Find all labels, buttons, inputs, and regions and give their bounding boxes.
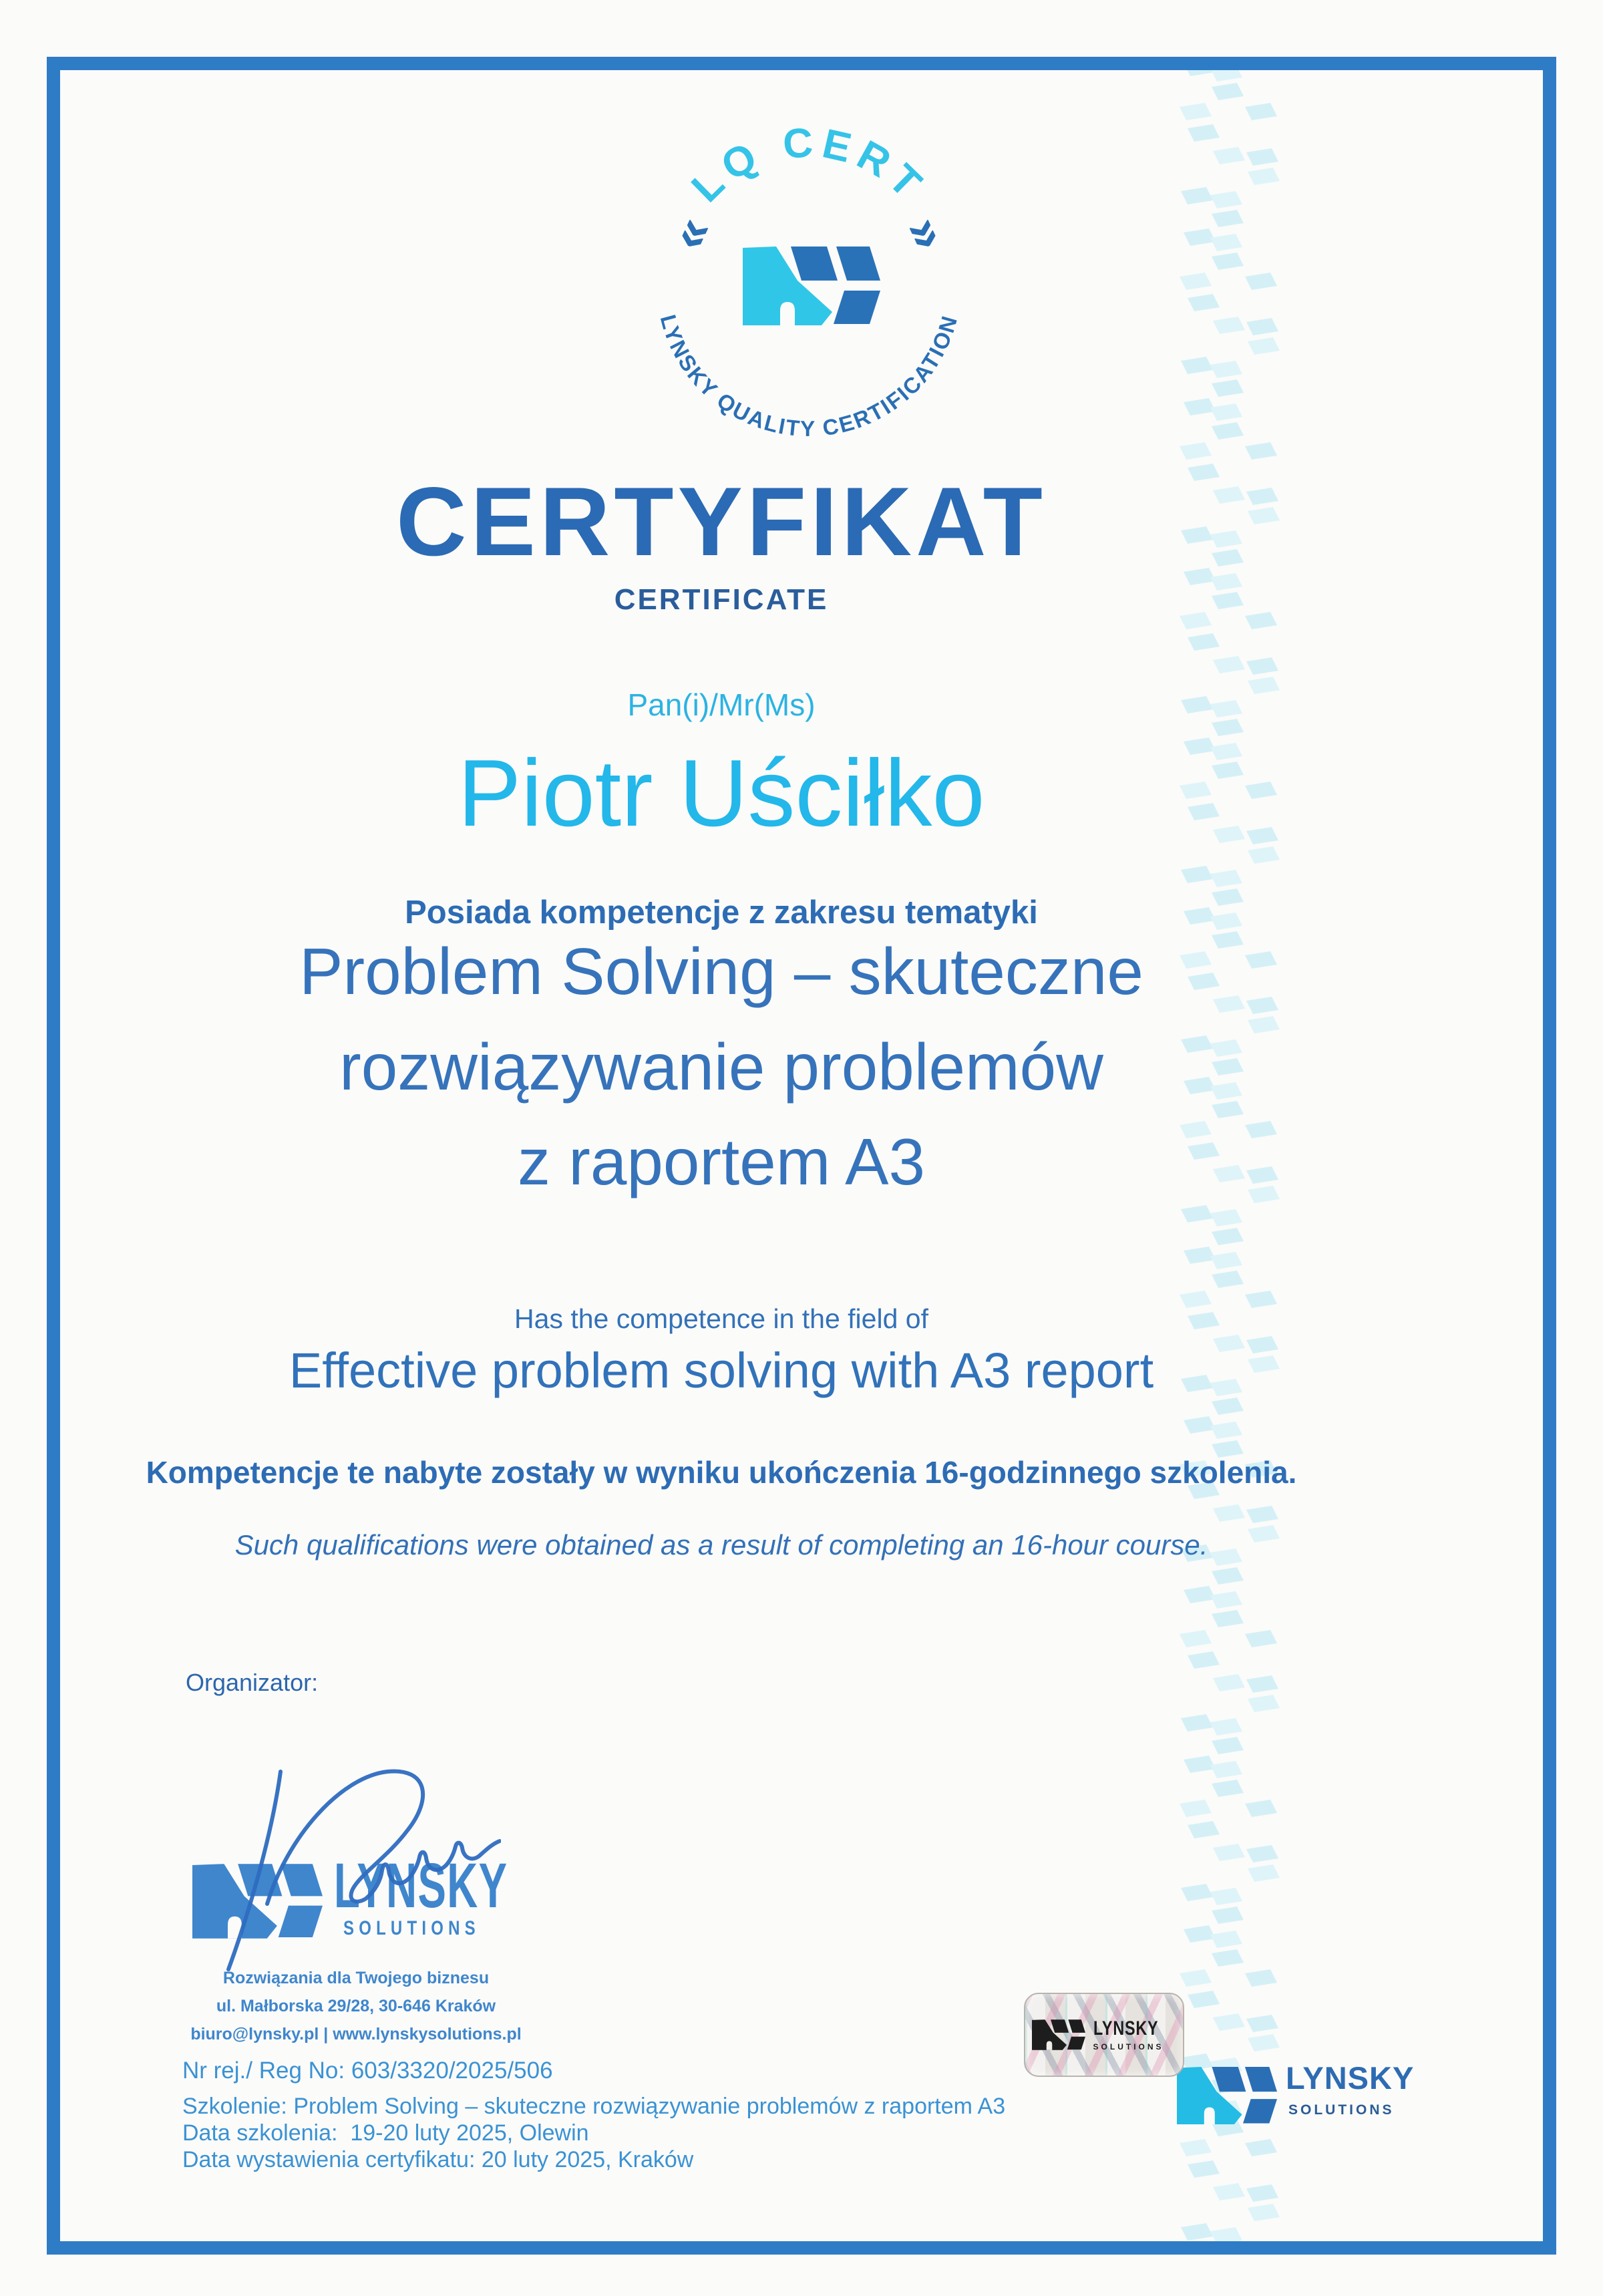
organizer-tagline: Rozwiązania dla Twojego biznesu — [222, 1969, 490, 1987]
hologram-brand: LYNSKY — [1093, 2017, 1158, 2039]
hologram-lynsky-chevron-icon — [1032, 2019, 1085, 2050]
emblem-arc-bottom-text: LYNSKY QUALITY CERTIFICATION — [655, 311, 962, 442]
course-title-pl-line2: rozwiązywanie problemów — [339, 1030, 1103, 1104]
course-title-en: Effective problem solving with A3 report — [289, 1343, 1154, 1398]
hologram-brand-sub: SOLUTIONS — [1093, 2042, 1164, 2052]
emblem-right-guillemet-icon: » — [894, 207, 961, 259]
organizer-street: ul. Małborska 29/28, 30-646 Kraków — [216, 1997, 496, 2015]
training-name: Szkolenie: Problem Solving – skuteczne rozwiązywanie problemów z raportem A3 — [182, 2094, 1006, 2119]
training-date: Data szkolenia: 19-20 luty 2025, Olewin — [182, 2120, 589, 2146]
registration-number: Nr rej./ Reg No: 603/3320/2025/506 — [182, 2058, 553, 2084]
issue-date: Data wystawienia certyfikatu: 20 luty 2025, Kraków — [182, 2147, 694, 2172]
course-title-pl-line1: Problem Solving – skuteczne — [299, 935, 1143, 1008]
footer-brand-sub: SOLUTIONS — [1288, 2102, 1395, 2118]
organizer-contact: biuro@lynsky.pl | www.lynskysolutions.pl — [190, 2025, 522, 2043]
page-subtitle: CERTIFICATE — [614, 583, 829, 616]
signature — [187, 1737, 501, 1984]
summary-pl: Kompetencje te nabyte zostały w wyniku ukończenia 16-godzinnego szkolenia. — [146, 1455, 1297, 1490]
footer-lynsky-chevron-icon — [1177, 2067, 1277, 2124]
organizer-label: Organizator: — [186, 1669, 319, 1696]
emblem-left-guillemet-icon: « — [657, 207, 723, 259]
lq-cert-emblem — [638, 120, 980, 458]
organizer-brand: LYNSKY — [334, 1850, 508, 1921]
summary-en: Such qualifications were obtained as a result of completing an 16-hour course. — [234, 1529, 1208, 1561]
emblem-arc-top-text: LQ CERT — [683, 120, 935, 211]
hologram-sticker — [1024, 1993, 1184, 2077]
salutation: Pan(i)/Mr(Ms) — [627, 687, 816, 722]
page-title: CERTYFIKAT — [396, 467, 1047, 576]
organizer-brand-sub: SOLUTIONS — [343, 1917, 480, 1939]
competence-intro-en: Has the competence in the field of — [514, 1303, 928, 1334]
course-title-pl-line3: z raportem A3 — [517, 1125, 926, 1198]
recipient-name: Piotr Uściłko — [458, 740, 985, 846]
footer-brand: LYNSKY — [1286, 2060, 1415, 2096]
lynsky-chevron-icon — [743, 247, 880, 325]
competence-intro-pl: Posiada kompetencje z zakresu tematyki — [405, 894, 1038, 931]
